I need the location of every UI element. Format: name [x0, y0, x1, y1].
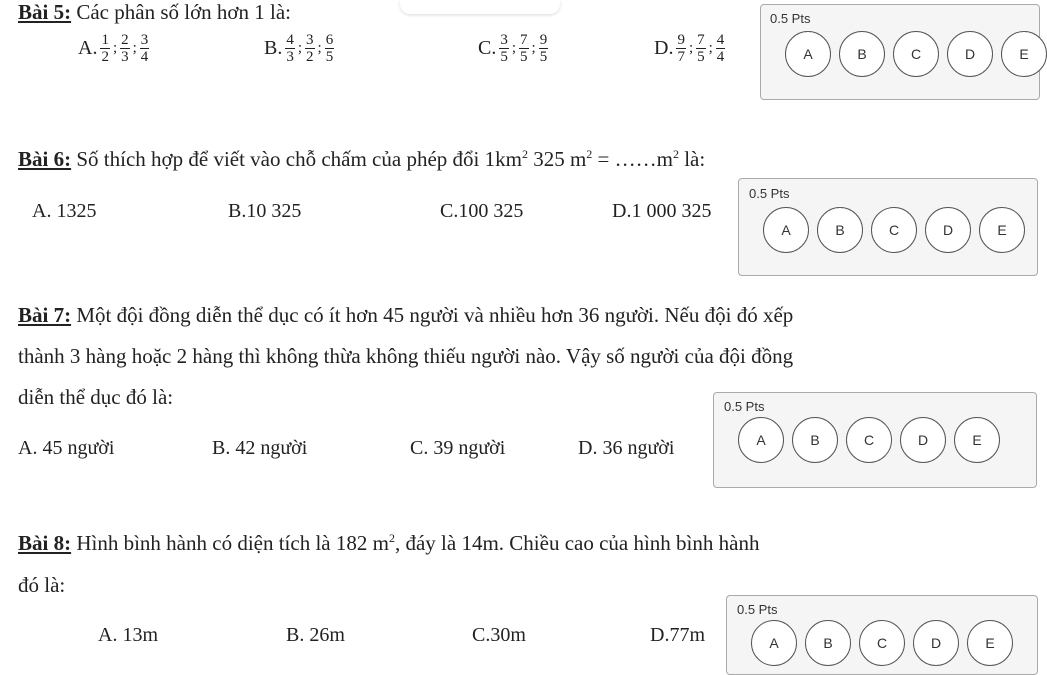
q8-option-c: C.30m: [472, 624, 526, 646]
q6-bubble-e[interactable]: E: [979, 207, 1025, 253]
q8-bubble-d[interactable]: D: [913, 620, 959, 666]
q6-option-b: B.10 325: [228, 200, 302, 222]
q7-prompt-line1: [18, 303, 793, 327]
q7-bubble-b[interactable]: B: [792, 417, 838, 463]
superscript: 2: [388, 531, 395, 545]
q7-text: Một đội đồng diễn thể dục có ít hơn 45 người và nhiều hơn 36 người. Nếu đội đó xếp: [71, 303, 794, 327]
q7-option-c: C. 39 người: [410, 437, 506, 459]
fraction: $\frac{7}{5}$: [520, 32, 528, 65]
separator: ;: [708, 40, 713, 56]
separator: ;: [511, 40, 517, 56]
q6-bubble-b[interactable]: B: [817, 207, 863, 253]
q5-label: Bài 5:: [18, 0, 72, 24]
separator: ;: [317, 40, 322, 56]
q6-label: Bài 6:: [18, 147, 72, 171]
q6-text: là:: [678, 147, 706, 171]
q5-option-letter: D.: [654, 37, 674, 59]
q7-prompt-line3: diễn thể dục đó là:: [18, 385, 174, 409]
q8-bubble-e[interactable]: E: [967, 620, 1013, 666]
q5-points: 0.5 Pts: [770, 11, 811, 26]
q5-option-c: [478, 32, 549, 65]
q5-option-b: [264, 32, 335, 65]
q5-option-letter: B.: [264, 37, 283, 59]
separator: ;: [132, 40, 137, 56]
q8-option-d: D.77m: [650, 624, 705, 646]
superscript: 2: [672, 147, 679, 161]
q6-option-d: D.1 000 325: [612, 200, 712, 222]
q7-label: Bài 7:: [18, 303, 72, 327]
q7-bubble-d[interactable]: D: [900, 417, 946, 463]
q8-bubble-c[interactable]: C: [859, 620, 905, 666]
q8-prompt-line1: [18, 531, 759, 555]
q6-text: Số thích hợp để viết vào chỗ chấm của phép đổi 1km: [71, 147, 522, 171]
q5-option-letter: A.: [78, 37, 98, 59]
q7-bubble-c[interactable]: C: [846, 417, 892, 463]
q8-bubble-b[interactable]: B: [805, 620, 851, 666]
q6-bubble-a[interactable]: A: [763, 207, 809, 253]
q6-text: 325 m: [527, 147, 587, 171]
fraction: $\frac{3}{2}$: [306, 32, 314, 65]
q8-label: Bài 8:: [18, 531, 72, 555]
fraction: $\frac{4}{4}$: [716, 32, 725, 65]
q7-prompt-line2: thành 3 hàng hoặc 2 hàng thì không thừa không thiếu người nào. Vậy số người của đội đồng: [18, 344, 794, 368]
q8-answer-panel: [726, 595, 1038, 675]
q5-answer-panel: [760, 4, 1040, 100]
q6-answer-panel: [738, 178, 1038, 276]
fraction: $\frac{7}{5}$: [697, 32, 705, 65]
q5-bubble-b[interactable]: B: [839, 31, 885, 77]
q8-text: , đáy là 14m. Chiều cao của hình bình hành: [394, 531, 760, 555]
fraction: $\frac{3}{4}$: [140, 32, 149, 65]
q5-bubble-e[interactable]: E: [1001, 31, 1047, 77]
q8-option-a: A. 13m: [98, 624, 158, 646]
q5-prompt: [18, 0, 291, 24]
q8-prompt-line2: đó là:: [18, 573, 66, 597]
q5-option-letter: C.: [478, 37, 497, 59]
q8-points: 0.5 Pts: [737, 602, 778, 617]
q8-option-b: B. 26m: [286, 624, 345, 646]
separator: ;: [297, 40, 303, 56]
q7-bubble-e[interactable]: E: [954, 417, 1000, 463]
q7-option-a: A. 45 người: [18, 437, 115, 459]
q5-bubble-d[interactable]: D: [947, 31, 993, 77]
superscript: 2: [586, 147, 593, 161]
q5-bubble-c[interactable]: C: [893, 31, 939, 77]
q6-text: = ……m: [592, 147, 673, 171]
separator: ;: [112, 40, 118, 56]
fraction: $\frac{4}{3}$: [286, 32, 294, 65]
q7-answer-panel: [713, 392, 1037, 488]
q7-points: 0.5 Pts: [724, 399, 765, 414]
q6-bubble-c[interactable]: C: [871, 207, 917, 253]
superscript: 2: [521, 147, 528, 161]
separator: ;: [688, 40, 694, 56]
q7-bubble-a[interactable]: A: [738, 417, 784, 463]
q6-bubble-d[interactable]: D: [925, 207, 971, 253]
q7-option-b: B. 42 người: [212, 437, 308, 459]
q5-bubble-a[interactable]: A: [785, 31, 831, 77]
q8-text: Hình bình hành có diện tích là 182 m: [71, 531, 389, 555]
fraction: $\frac{9}{5}$: [539, 32, 548, 65]
q6-option-a: A. 1325: [32, 200, 97, 222]
q6-points: 0.5 Pts: [749, 186, 790, 201]
q8-bubble-a[interactable]: A: [751, 620, 797, 666]
q6-prompt: [18, 147, 705, 171]
fraction: $\frac{2}{3}$: [121, 32, 129, 65]
fraction: $\frac{3}{5}$: [500, 32, 508, 65]
fraction: $\frac{9}{7}$: [677, 32, 685, 65]
q5-text: Các phân số lớn hơn 1 là:: [71, 0, 292, 24]
q5-option-a: [78, 32, 150, 65]
q6-option-c: C.100 325: [440, 200, 524, 222]
fraction: $\frac{6}{5}$: [325, 32, 334, 65]
q7-option-d: D. 36 người: [578, 437, 675, 459]
q5-option-d: [654, 32, 726, 65]
fraction: $\frac{1}{2}$: [101, 32, 109, 65]
top-floating-tab: [400, 0, 560, 14]
separator: ;: [531, 40, 536, 56]
